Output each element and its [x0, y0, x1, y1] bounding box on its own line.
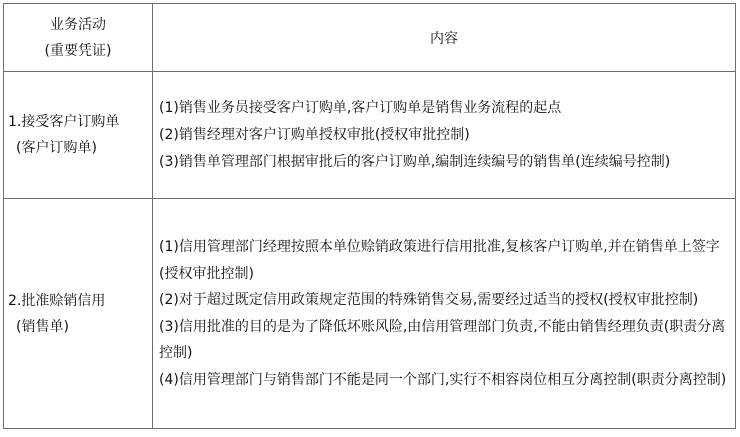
activity-name: 1.接受客户订购单: [8, 114, 120, 130]
content-item: (2)销售经理对客户订购单授权审批(授权审批控制): [159, 126, 470, 143]
content-item: (2)对于超过既定信用政策规定范围的特殊销售交易,需要经过适当的授权(授权审批控制): [159, 292, 699, 308]
activity-cell: [4, 72, 153, 199]
activity-voucher: (客户订购单): [16, 140, 97, 156]
content-item: (1)信用管理部门经理按照本单位赊销政策进行信用批准,复核客户订购单,并在销售单上签字(授权审批控制): [159, 239, 720, 282]
table-row: [4, 199, 736, 429]
activity-voucher: (销售单): [16, 318, 69, 335]
header-content: 内容: [153, 4, 736, 72]
table-header-row: [4, 4, 736, 72]
content-item: (3)销售单管理部门根据审批后的客户订购单,编制连续编号的销售单(连续编号控制): [159, 153, 671, 170]
content-item: (4)信用管理部门与销售部门不能是同一个部门,实行不相容岗位相互分离控制(职责分离控制): [159, 371, 727, 388]
content-item: (3)信用批准的目的是为了降低坏账风险,由信用管理部门负责,不能由销售经理负责(职责分离控制): [159, 318, 726, 361]
header-activity-line2: (重要凭证): [44, 42, 112, 59]
content-item: (1)销售业务员接受客户订购单,客户订购单是销售业务流程的起点: [159, 99, 562, 116]
header-activity-line1: 业务活动: [50, 16, 106, 33]
table-row: [4, 72, 736, 199]
content-cell: [153, 72, 736, 199]
activity-table: [3, 3, 736, 429]
activity-name: 2.批准赊销信用: [8, 292, 106, 309]
activity-cell: [4, 199, 153, 429]
header-activity: [4, 4, 153, 72]
content-cell: [153, 199, 736, 429]
